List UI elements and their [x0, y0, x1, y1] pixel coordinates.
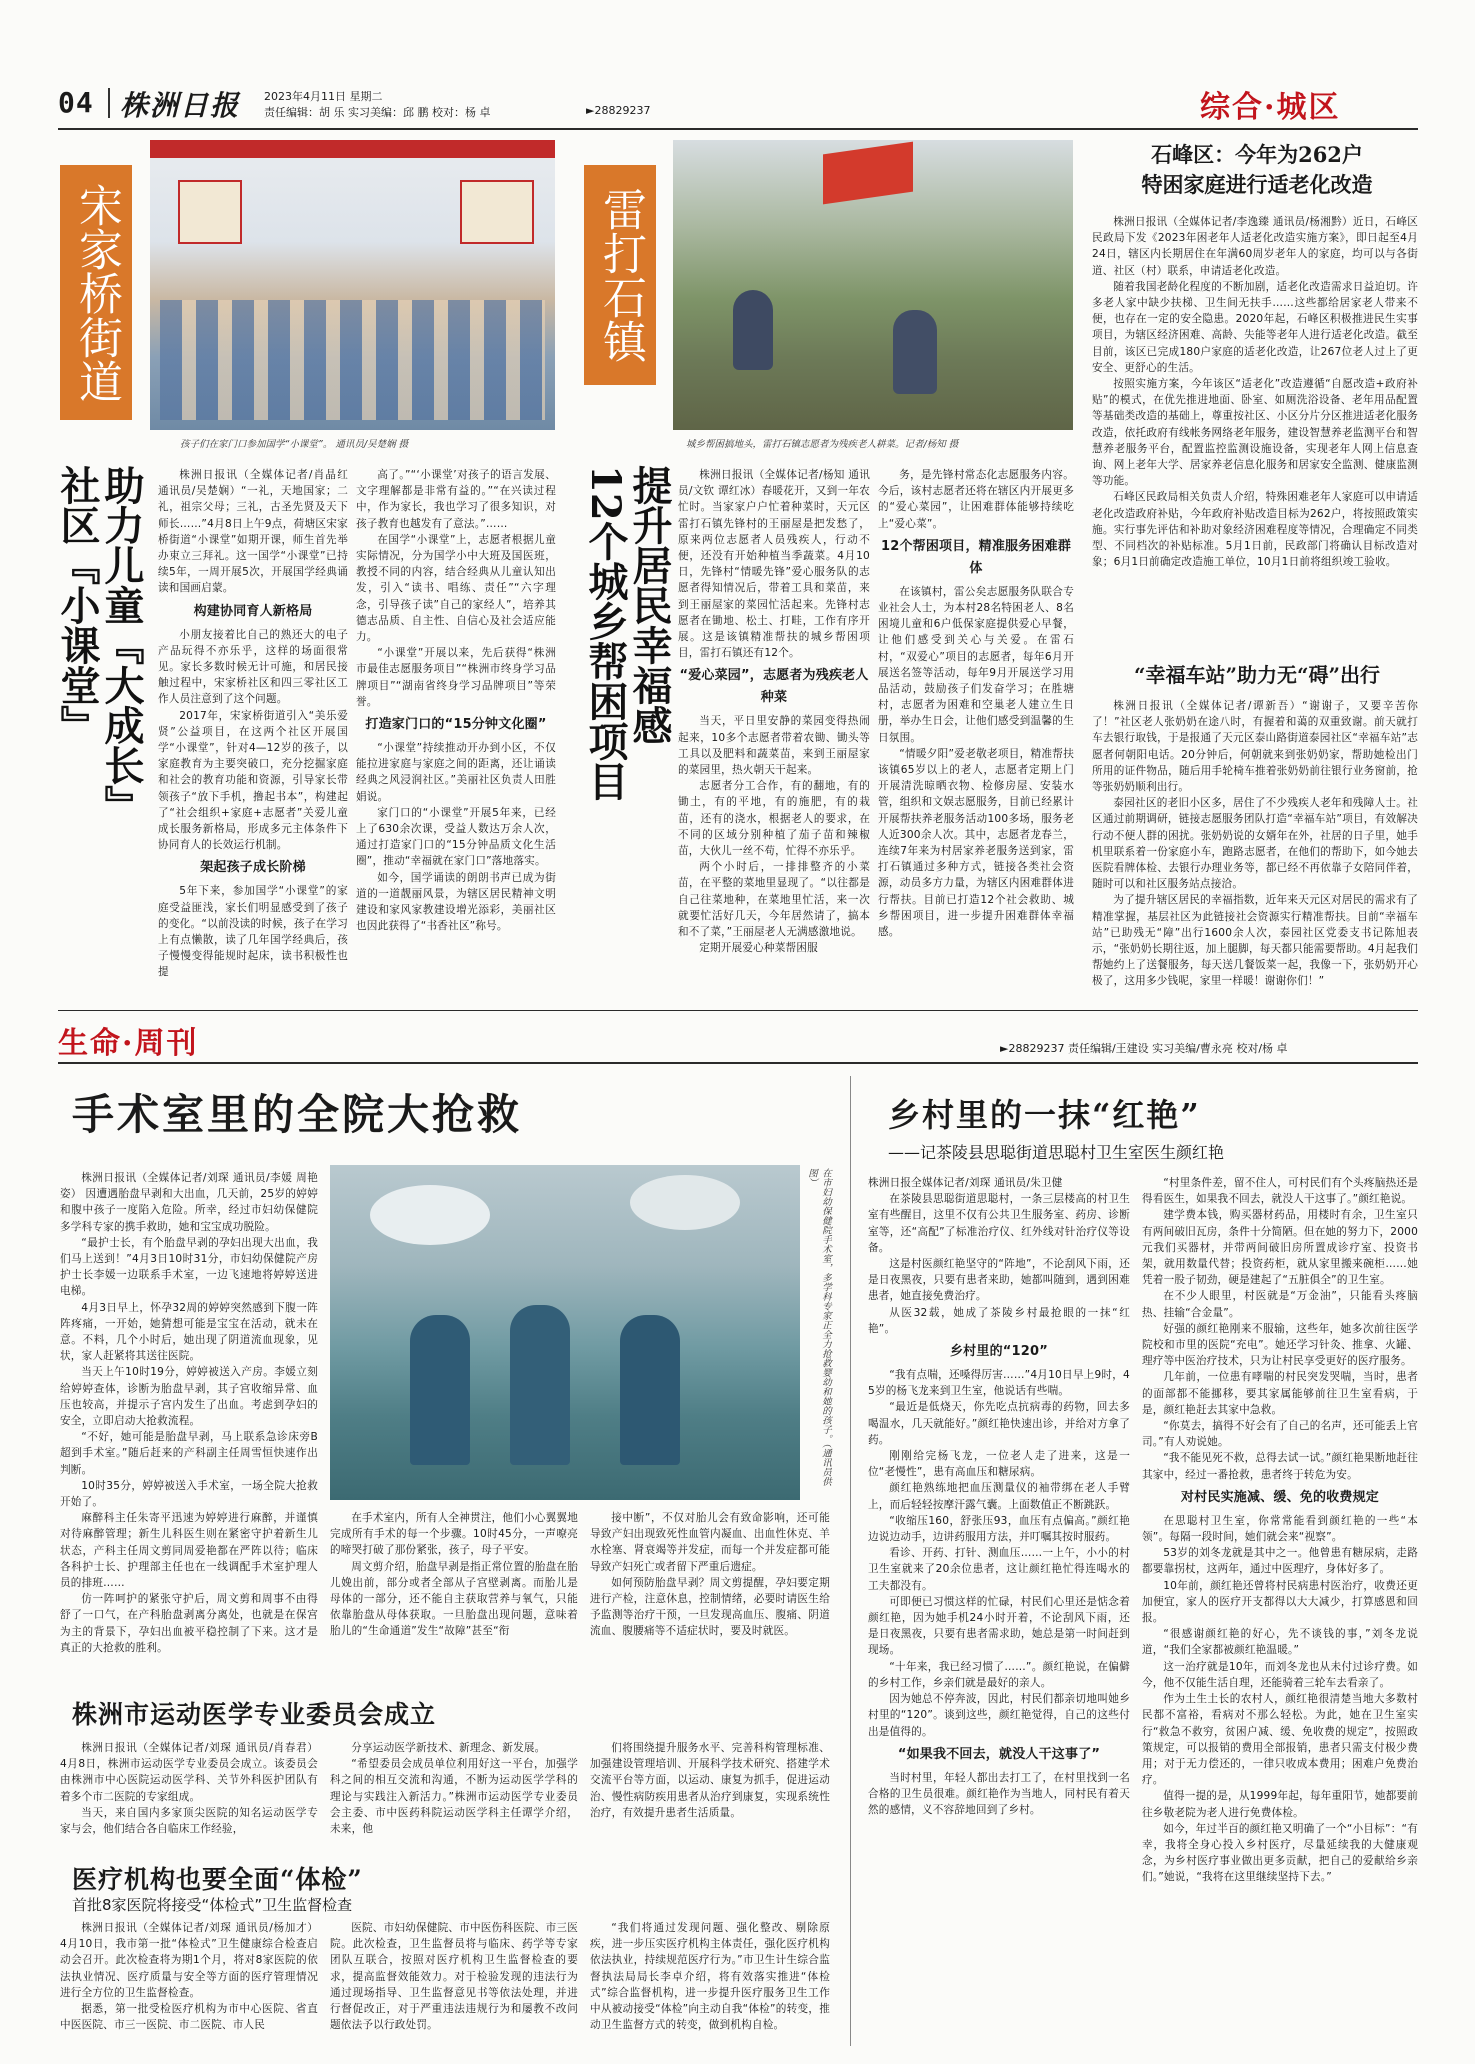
- leida-col1: [678, 467, 870, 1002]
- section-rule-bottom: [58, 1062, 1418, 1064]
- header-divider: [108, 88, 110, 118]
- paragraph: 小朋友接着比自己的熟还大的电子产品玩得不亦乐乎，这样的场面很常见。家长多数时候无计可施，和居民接触过程中，宋家桥社区和四三零社区工作人员注意到了这个问题。: [158, 628, 348, 706]
- xiangcun-headline: 乡村里的一抹“红艳”: [888, 1096, 1201, 1134]
- songjia-banner: 宋家桥街道: [60, 165, 132, 420]
- songjia-col1: [158, 467, 348, 1002]
- paragraph: “最近是低烧天，你先吃点抗病毒的药物，回去多喝温水，几天就能好。”颜红艳快速出诊，并给对方拿了药。: [868, 1401, 1130, 1446]
- paragraph: 从医32载，她成了茶陵乡村最抢眼的一抹“红艳”。: [868, 1306, 1130, 1335]
- paragraph: 看诊、开药、打针、测血压……一上午，小小的村卫生室就来了20余位患者，这让颜红艳忙得连喝水的工夫都没有。: [868, 1547, 1130, 1592]
- paragraph: “我们将通过发现问题、强化整改、剔除原疾，进一步压实医疗机构主体责任，强化医疗机构依法执业，持续规范医疗行为。”市卫生计生综合监督执法局局长李卓介绍，将有效落实推进“体检式”综合监督机构，进一步提升医疗服务卫生工作中从被动接受“体检”向主动自我“体检”的转变，推动卫生监督方式的转变，做到机构自检。: [590, 1922, 830, 2032]
- paragraph: 好强的颜红艳刚来不服输，这些年，她多次前往医学院校和市里的医院“充电”。她还学习针灸、推拿、火罐、理疗等中医治疗技术，只为让村民享受更好的医疗服务。: [1142, 1322, 1418, 1368]
- xiangcun-col1: [868, 1175, 1130, 2045]
- paragraph: 株洲日报讯（全媒体记者/刘琛 通讯员/杨加才） 4月10日，我市第一批“体检式”卫生健康综合检查启动会召开。此次检查将为期1个月，将对8家医院的依法执业情况、医疗质量与安全等方面的医疗管理情况进行全方位的卫生监督检查。: [60, 1922, 318, 1999]
- xiangcun-col2: [1142, 1175, 1418, 2045]
- leida-photo-caption: 城乡帮困搞地头，雷打石镇志愿者为残疾老人耕菜。记者/杨知 摄: [686, 439, 959, 450]
- paragraph: 几年前，一位患有哮喘的村民突发哭喘，当时，患者的面部都不能挪移，要其家属能够前往卫生室看病，于是，颜红艳赶去其家中急救。: [1142, 1371, 1418, 1416]
- paragraph: 刚刚给完杨飞龙，一位老人走了进来，这是一位“老慢性”，患有高血压和糖尿病。: [868, 1450, 1130, 1479]
- paragraph: 颜红艳熟练地把血压测量仪的袖带绑在老人手臂上，而后轻轻按摩汗露气囊。上面数值正不断跳跃。: [868, 1482, 1130, 1511]
- paragraph: 在思聪村卫生室，你常常能看到颜红艳的一些“本领”。每隔一段时间，她们就会来“视察”。: [1142, 1514, 1418, 1544]
- xingfu-body: [1092, 698, 1418, 1003]
- paragraph: 定期开展爱心种菜帮困服: [699, 942, 818, 955]
- paragraph: 株洲日报讯（全媒体记者/杨知 通讯员/文钦 谭红冰）春暖花开，又到一年农忙时。当家家户户忙着种菜时，天元区雷打石镇先锋村的王丽屋是把发愁了，原来两位志愿者人员残疾人，行动不便，还没有开始种植当季蔬菜。4月10日，先锋村“情暖先锋”爱心服务队的志愿者得知情况后，带着工具和菜苗，来到王丽屋家的菜园忙活起来。先锋村志愿者在锄地、松土、打畦，工作有序开展。这是该镇精准帮扶的城乡帮困项目，雷打石镇还有12个。: [678, 469, 870, 660]
- paragraph: 分享运动医学新技术、新理念、新发展。: [351, 1742, 546, 1754]
- paragraph: 作为土生土长的农村人，颜红艳很清楚当地大多数村民都不富裕，看病对不那么轻松。为此，她在卫生室实行“救急不救穷，贫困户减、缓、免收费的规定”，按照政策规定，可以报销的费用全部报销，患者只需支付极少费用；对于无力偿还的，一律只收成本费用；困难户免费治疗。: [1142, 1693, 1418, 1787]
- shoushu-col3: [590, 1510, 830, 1680]
- leida-headline-2: 12个城乡帮困项目: [582, 465, 629, 801]
- page-header: [58, 82, 1418, 126]
- paragraph: “小课堂”开展以来，先后获得“株洲市最佳志愿服务项目”“株洲市终身学习品牌项目”“湖南省终身学习品牌项目”等荣誉。: [356, 647, 556, 708]
- paragraph: 在手术室内，所有人全神贯注，他们小心翼翼地完成所有手术的每一个步骤。10时45分，一声嘹亮的啼哭打破了那份紧张，孩子，母子平安。: [330, 1512, 578, 1557]
- shifeng-headline-line2: 特困家庭进行适老化改造: [1141, 172, 1373, 197]
- paragraph: 两个小时后，一排排整齐的小菜苗，在平整的菜地里显现了。“以往都是自己往菜地种，在菜地里忙活，来一次就要忙活好几天，今年居然请了，搞本和不了菜，”王丽屋老人无满感激地说。: [678, 861, 870, 939]
- songjia-col2: [356, 467, 556, 1002]
- paragraph: 2017年，宋家桥街道引入“美乐爱贤”公益项目，在这两个社区开展国学“小课堂”，针对4—12岁的孩子，以家庭教育为主要突破口，充分挖掘家庭和社会的教育功能和资源，引导家长带领孩子“放下手机，撸起书本”，构建起了“社会组织+家庭+志愿者”关爱儿童成长服务新格局，形成多元主体条件下协同育人的长效运行机制。: [158, 709, 348, 852]
- subheading: 乡村里的“120”: [949, 1344, 1049, 1360]
- paragraph: 如今，国学诵读的朗朗书声已成为街道的一道靓丽风景，为辖区居民精神文明建设和家风家教建设增光添彩，美丽社区也因此获得了“书香社区”称号。: [356, 871, 556, 933]
- section-rule-top: [58, 1010, 1418, 1011]
- songjia-photo-caption: 孩子们在家门口参加国学“小课堂”。 通讯员/吴楚娴 摄: [180, 439, 409, 450]
- songjia-headline-2: 社区『小课堂』: [54, 465, 101, 745]
- paragraph: 当天上午10时19分，婷婷被送入产房。李媛立刻给婷婷查体，诊断为胎盘早剥，其子宫收缩异常、血压也较高，并提示子宫内发生了出血。考虑到孕妇的安全，立即启动大抢救流程。: [60, 1366, 318, 1428]
- songjia-headline-1: 助力儿童『大成长』: [98, 465, 145, 825]
- yiliao-subhead: 首批8家医院将接受“体检式”卫生监督检查: [72, 1896, 353, 1914]
- subheading: 12个帮困项目，精准服务困难群体: [880, 538, 1072, 576]
- paragraph: 周文剪介绍，胎盘早剥是指正常位置的胎盘在胎儿娩出前，部分或者全部从子宫壁剥离。而胎儿是母体的一部分，还不能自主获取营养与氧气，只能依靠胎盘从母体获取。一旦胎盘出现问题，意味着胎儿的“生命通道”发生“故障”甚至“衔: [330, 1560, 578, 1638]
- paragraph: “收缩压160，舒张压93，血压有点偏高。”颜红艳边说边动手，边讲药服用方法，并叮嘱其按时服药。: [868, 1514, 1130, 1544]
- yundong-col1: [60, 1740, 318, 1850]
- paragraph: 因为她总不停奔波，因此，村民们都亲切地叫她乡村里的“120”。谈到这些，颜红艳觉得，自己的这些付出是值得的。: [868, 1693, 1130, 1738]
- xingfu-headline: “幸福车站”助力无“碍”出行: [1133, 663, 1380, 687]
- paragraph: 在国学“小课堂”上，志愿者根据儿童实际情况，分为国学小中大班及国医班，教授不同的内容，结合经典从儿童认知出发，引入“读书、唱练、责任”“六字理念，引导孩子读”自己的家经人”，培养其德志品质、自主性、自信心及社会适应能力。: [356, 533, 556, 644]
- paragraph: 随着我国老龄化程度的不断加剧，适老化改造需求日益迫切。许多老人家中缺少扶梯、卫生间无扶手……这些都给居家老人带来不便，也存在一定的安全隐患。2020年起，石峰区积极推进民生实事项目，为辖区经济困难、高龄、失能等老年人进行适老化改造。截至目前，该区已完成180户家庭的适老化改造，让267位老人过上了更安全、更舒心的生活。: [1092, 280, 1418, 374]
- paragraph: 株洲日报讯（全媒体记者/肖晶红 通讯员/吴楚娴）“一礼，天地国家；二礼，祖宗父母；三礼，古圣先贤及天下师长……”4月8日上午9点，荷塘区宋家桥街道“小课堂”如期开课，师生首先举办束立三拜礼。这一国学“小课堂”已持续5年，一周开展5次，开展国学经典诵读和国画启蒙。: [158, 469, 348, 595]
- paragraph: 当天，来自国内多家顶尖医院的知名运动医学专家与会，他们结合各自临床工作经验，: [60, 1806, 318, 1836]
- paragraph: “情暖夕阳”爱老敬老项目，精准帮扶该镇65岁以上的老人，志愿者定期上门开展清洗晾晒衣物、检修房屋、安装水管，组织和文娱志愿服务，目前已经累计开展帮扶养老服务活动100多场，服务老人近300余人次。其中，志愿者龙春兰，连续7年来为村居家养老服务送到家，雷打石镇通过多种方式，链接各类社会资源，动员多方力量，为辖区内困难群体进行帮扶。目前已打造12个社会救助、城乡帮困项目，进一步提升困难群体幸福感。: [878, 747, 1074, 939]
- leida-banner: 雷打石镇: [584, 165, 656, 385]
- yiliao-col2: [330, 1920, 578, 2042]
- paragraph: 值得一提的是，从1999年起，每年重阳节，她都要前往乡敬老院为老人进行免费体检。: [1142, 1790, 1418, 1819]
- paragraph: 当时村里，年轻人都出去打工了，在村里找到一名合格的卫生员很难。颜红艳作为当地人，同村民有着天然的感情，义不容辞地回到了乡村。: [868, 1771, 1130, 1817]
- date-line: 2023年4月11日 星期二: [264, 90, 383, 103]
- subheading: “爱心菜园”，志愿者为残疾老人种菜: [679, 668, 869, 706]
- paragraph: 在该镇村，雷公矣志愿服务队联合专业社会人士，为本村28名特困老人、8名困境儿童和6户低保家庭提供爱心早餐，让他们感受到关心与关爱。在雷石村，“双爱心”项目的志愿者，每年6月开展送名签等活动，每年9月开展送学习用品活动，鼓励孩子们发奋学习；在胜塘村，志愿者为困难和空巢老人建立生日册，举办生日会，让他们感受到温馨的生日氛围。: [878, 585, 1074, 744]
- paragraph: 们将围绕提升服务水平、完善科构管理标准、加强建设管理培训、开展科学技术研究、搭建学术交流平台等方面，以运动、康复为抓手，促进运动治、慢性病防疾用患者从治疗到康复，实现系统性治疗，有效提升患者生活质量。: [590, 1742, 830, 1819]
- yiliao-col3: [590, 1920, 830, 2042]
- shoushu-photo-caption: 在市妇幼保健院手术室，多学科专家正全力抢救婴幼和她的孩子。（通讯员供图）: [806, 1168, 831, 1487]
- paragraph: “你莫去，搞得不好会有了自己的名声，还可能丢上官司。”有人劝说她。: [1142, 1420, 1418, 1449]
- shoushu-headline: 手术室里的全院大抢救: [72, 1090, 523, 1139]
- section-title: 综合·城区: [1200, 90, 1341, 125]
- paragraph: 株洲日报讯（全媒体记者/谭新吾）“谢谢子，又要辛苦你了！”社区老人张奶奶在途八时，有握着和蔼的双重致谢。前天就打车去银行取钱，于是报通了天元区泰山路街道泰园社区“幸福车站”志愿者何朝阳电话。20分钟后，何朝就来到张奶奶家，帮助她检出门所用的证件物品，随后用手轮椅车推着张奶奶前往银行业务窗前，抢等张奶奶顺利出行。: [1092, 700, 1418, 794]
- paragraph: “十年来，我已经习惯了……”。颜红艳说，在偏僻的乡村工作，乡亲们就是最好的亲人。: [868, 1660, 1130, 1689]
- paragraph: 4月3日早上，怀孕32周的婷婷突然感到下腹一阵阵疼痛，一开始，她猜想可能是宝宝在活动，就未在意。不料，几个小时后，她出现了阴道流血现象，见状，家人赶紧将其送往医院。: [60, 1301, 318, 1363]
- column-divider: [850, 1076, 851, 2046]
- paragraph: 可即便已习惯这样的忙碌，村民们心里还是惦念着颜红艳，因为她手机24小时开着，不论刮风下雨，还是日夜黑夜，只要有患者需求助，她总是第一时间赶到现场。: [868, 1595, 1130, 1657]
- paragraph: “我不能见死不救，总得去试一试。”颜红艳果断地赶往其家中，经过一番抢救，患者终于转危为安。: [1142, 1452, 1418, 1481]
- paragraph: “希望委员会成员单位利用好这一平台，加强学科之间的相互交流和沟通，不断为运动医学学科的理论与实践注入新活力。”株洲市运动医学专业委员会主委、市中医药科院运动医学科主任谭学介绍，未来，他: [330, 1758, 578, 1836]
- paragraph: 为了提升辖区居民的幸福指数，近年来天元区对居民的需求有了精准掌握，基层社区为此链接社会资源实行精准帮扶。目前“幸福车站”已助残无“障”出行1600余人次，泰园社区党委支书记陈旭表示，“张奶奶长期往返，加上腿脚，每天都只能需要帮助。4月起我们帮她约上了送餐服务，每天送几餐饭菜一起，我像一下，张奶奶开心极了，这用多少钱呢，家里一样暖！谢谢你们！”: [1092, 894, 1418, 988]
- shifeng-headline: [1092, 140, 1422, 200]
- shengming-hotline: ►28829237 责任编辑/王建设 实习美编/曹永亮 校对/杨 卓: [1000, 1042, 1288, 1055]
- leida-headline-1: 提升居民幸福感: [626, 465, 673, 745]
- paragraph: 5年下来，参加国学“小课堂”的家庭受益匪浅，家长们明显感受到了孩子的变化。“以前没读的时候，孩子在学习上有点懒散，读了几年国学经典后，孩子慢慢变得能规时起床，读书积极性也提: [158, 885, 348, 979]
- page-number: 04: [58, 86, 94, 119]
- paragraph: 株洲日报讯（全媒体记者/刘琛 通讯员/李媛 周艳姿） 因遭遇胎盘早剥和大出血，几天前，25岁的婷婷和腹中孩子一度陷入危险。所幸，经过市妇幼保健院多学科专家的携手救助，她和宝宝成功脱险。: [60, 1172, 318, 1233]
- paragraph: “不好，她可能是胎盘早剥，马上联系急诊床旁B超到手术室。”随后赶来的产科副主任周雪恒快速作出判断。: [60, 1431, 318, 1476]
- paragraph: 53岁的刘冬龙就是其中之一。他曾患有糖尿病，走路都要靠拐杖，这两年，通过中医理疗，身体好多了。: [1142, 1547, 1418, 1576]
- paragraph: 这一治疗就是10年，而刘冬龙也从未付过诊疗费。如今，他不仅能生活自理，还能骑着三轮车去看亲了。: [1142, 1660, 1418, 1689]
- leida-col2: [878, 467, 1074, 1002]
- paragraph: 接中断”，不仅对胎儿会有致命影响，还可能导致产妇出现致死性血管内凝血、出血性休克、羊水栓塞、肾衰竭等并发症，而每一个并发症都可能导致产妇死亡或者留下严重后遗症。: [590, 1512, 830, 1573]
- paragraph: “很感谢颜红艳的好心，先不谈钱的事，”刘冬龙说道，“我们全家都被颜红艳温暖。”: [1142, 1628, 1418, 1657]
- shengming-section-title: 生命·周刊: [58, 1026, 199, 1061]
- paragraph: 10年前，颜红艳还曾将村民病患村医治疗，收费还更加便宜，家人的医疗开支都得以大大减少，打算感恩和回报。: [1142, 1579, 1418, 1625]
- paragraph: 石峰区民政局相关负责人介绍，特殊困难老年人家庭可以申请适老化改造政府补贴，今年政府补贴改造目标为262户，将按照政策实施。实行事先评估和补助对象经济困难程度等情况，合理确定不同类型、不同档次的补贴标准。5月1日前，民政部门将确认目标改造对象；6月1日前确定改造施工单位，10月1日前将组织竣工验收。: [1092, 491, 1418, 569]
- paragraph: 在茶陵县思聪街道思聪村，一条三层楼高的村卫生室有些醒目，这里不仅有公共卫生服务室、药房、诊断室等，还“高配”了标准治疗仪、红外线对针治疗仪等设备。: [868, 1193, 1130, 1254]
- paragraph: 如何预防胎盘早剥？周文剪提醒，孕妇要定期进行产检，注意休息，控制情绪，必要时请医生给予监测等治疗干预，一旦发现高血压、腹痛、阴道流血、腹腰痛等不适症状时，要及时就医。: [590, 1576, 830, 1638]
- subheading: 架起孩子成长阶梯: [200, 860, 306, 876]
- paragraph: 麻醉科主任朱寄平迅速为婷婷进行麻醉，并谨慎对待麻醉管理；新生儿科医生则在紧密守护着新生儿状态，产科主任周文剪同周爱艳都在严阵以待；临床各科护士长、护理部主任也在一线调配手术室护理人员的排班……: [60, 1512, 318, 1590]
- subheading: 打造家门口的“15分钟文化圈”: [365, 717, 547, 733]
- paragraph: 株洲日报讯（全媒体记者/李逸臻 通讯员/杨湘黔）近日，石峰区民政局下发《2023年困老年人适老化改造实施方案》，即日起至4月24日，辖区内长期居住在年满60周岁老年人的家庭，均可以与各街道、社区（村）联系，申请适老化改造。: [1092, 216, 1418, 277]
- paragraph: 建学费本钱，购买器材药品，用楼时有余，卫生室只有两间破旧瓦房，条件十分简陋。但在她的努力下，2000元我们买器材，并带两间破旧房所置成诊疗室、投资书架，就用数量代替；投资药柜，就从家里搬来碗柜……她凭着一股子韧劲，硬是建起了“五脏俱全”的卫生室。: [1142, 1209, 1418, 1287]
- subheading: 构建协同育人新格局: [193, 603, 313, 619]
- paragraph: 当天，平日里安静的菜园变得热闹起来，10多个志愿者带着农锄、锄头等工具以及肥料和蔬菜苗，来到王丽屋家的菜园里，热火朝天干起来。: [678, 715, 870, 777]
- yiliao-col1: [60, 1920, 318, 2042]
- masthead-logo: 株洲日报: [120, 89, 241, 122]
- paragraph: 株洲日报讯（全媒体记者/刘琛 通讯员/肖春君） 4月8日，株洲市运动医学专业委员会成立。该委员会由株洲市中心医院运动医学科、关节外科医护团队有着多个市二医院的专家组成。: [60, 1742, 318, 1803]
- paragraph: 据悉，第一批受检医疗机构为市中心医院、省直中医医院、市三一医院、市二医院、市人民: [60, 2003, 318, 2032]
- yundong-col2: [330, 1740, 578, 1850]
- paragraph: 10时35分，婷婷被送入手术室，一场全院大抢救开始了。: [60, 1479, 318, 1509]
- paragraph: “最护士长，有个胎盘早剥的孕妇出现大出血，我们马上送到！”4月3日10时31分，市妇幼保健院产房护士长李媛一边联系手术室，一边飞速地将婷婷送进电梯。: [60, 1236, 318, 1298]
- byline: 株洲日报全媒体记者/刘琛 通讯员/朱卫健: [868, 1177, 1063, 1189]
- shoushu-col2: [330, 1510, 578, 1680]
- paragraph: 在不少人眼里，村医就是“万金油”，只能看头疼脑热、挂输“合金量”。: [1142, 1290, 1418, 1319]
- shoushu-photo: [330, 1165, 800, 1500]
- xiangcun-subhead: ——记茶陵县思聪街道思聪村卫生室医生颜红艳: [888, 1143, 1225, 1162]
- editor-line: 责任编辑：胡 乐 实习美编：邱 鹏 校对：杨 卓: [264, 106, 491, 119]
- yundong-col3: [590, 1740, 830, 1850]
- paragraph: 泰园社区的老旧小区多，居住了不少残疾人老年和残障人士。社区通过前期调研，链接志愿服务团队打造“幸福车站”项目，有效解决行动不便人群的困扰。张奶奶说的女婿年在外，社居的日子里，她手机里联系着一份家庭小车，跑路志愿者，在他们的帮助下，如今她去医院看牌体检、去银行办理业务等，都已经不再依靠子女陪同伴着，随时可以和社区服务站点接洽。: [1092, 797, 1418, 891]
- hotline: ►28829237: [586, 104, 651, 117]
- shifeng-body: [1092, 214, 1418, 634]
- subheading: 对村民实施减、缓、免的收费规定: [1180, 1489, 1379, 1505]
- paragraph: “村里条件差，留不住人，可村民们有个头疼脑热还是得看医生，如果我不回去，就没人干这事了。”颜红艳说。: [1142, 1177, 1418, 1206]
- paragraph: 高了。”“‘小课堂’对孩子的语言发展、文字理解都是非常有益的。”“在兴读过程中，作为家长，我也学习了很多知识，对孩子教育也越发有了意法。”……: [356, 469, 556, 530]
- yiliao-headline: 医疗机构也要全面“体检”: [72, 1865, 363, 1894]
- paragraph: “小课堂”持续推动开办到小区，不仅能拉进家庭与家庭之间的距离，还让诵读经典之风浸润社区。”美丽社区负责人田胜娟说。: [356, 742, 556, 803]
- paragraph: “我有点喘，还嗓得厉害……”4月10日早上9时，45岁的杨飞龙来到卫生室，他说话有些喘。: [868, 1369, 1130, 1398]
- paragraph: 志愿者分工合作，有的翻地，有的锄土，有的平地，有的施肥，有的栽苗，还有的浇水，根据老人的要求，在不同的区域分别种植了茄子苗和辣椒苗，大伙儿一丝不苟，忙得不亦乐乎。: [678, 780, 870, 858]
- paragraph: 这是村医颜红艳坚守的“阵地”，不论刮风下雨，还是日夜黑夜，只要有患者来助，她都叫随到，遇到困难患者，她直接免费治疗。: [868, 1258, 1130, 1303]
- leida-photo: [673, 140, 1073, 430]
- paragraph: 务，是先锋村常态化志愿服务内容。今后，该村志愿者还将在辖区内开展更多的“爱心菜园”，让困难群体能够持续吃上“爱心菜”。: [878, 469, 1074, 530]
- paragraph: 家门口的“小课堂”开展5年来，已经上了630余次课，受益人数达万余人次，通过打造家门口的“15分钟品质文化生活圈”，推动“幸福就在家门口”落地落实。: [356, 806, 556, 868]
- subheading: “如果我不回去，就没人干这事了”: [897, 1746, 1101, 1762]
- paragraph: 仿一阵呵护的紧张守护后，周文剪和周事不由得舒了一口气，在产科胎盘剥离分离处，也就是在保宫为主的背景下，孕妇出血被平稳控制了下来。这才是真正的大抢救的胜利。: [60, 1593, 318, 1654]
- header-rule: [58, 128, 1418, 130]
- paragraph: 如今，年过半百的颜红艳又明确了一个“小目标”：“有幸，我将全身心投入乡村医疗，尽量延续我的大健康观念，为乡村医疗事业做出更多贡献，把自己的爱献给乡亲们。”她说，“我将在这里继续坚持下去。”: [1142, 1822, 1418, 1884]
- paragraph: 按照实施方案，今年该区“适老化”改造遵循“自愿改造+政府补贴”的模式，在优先推进地面、卧室、如厕洗浴设备、老年用品配置等基础类改造的基础上，尊重按社区、小区分片分区推进适老化服务改造，依托政府有线帐务网络老年服务，建设智慧养老监测平台和智慧养老服务平台，配置监控监测设施设备，实现老年人网上信息查询、网上老年大学、居家养老信息化服务和居家安全监测、健康监测等功能。: [1092, 378, 1418, 488]
- paragraph: 医院、市妇幼保健院、市中医伤科医院、市三医院。此次检查，卫生监督员将与临床、药学等专家团队互联合，按照对医疗机构卫生监督检查的要求，提高监督效能效力。对于检验发现的违法行为通过现场指导、卫生监督意见书等依法处理，并进行督促改正，对于严重违法违规行为和屡教不改问题依法予以行政处罚。: [330, 1922, 578, 2032]
- shoushu-col1: [60, 1170, 318, 1680]
- shifeng-headline-line1: 石峰区：今年为262户: [1151, 142, 1363, 167]
- songjia-photo: [150, 140, 555, 430]
- yundong-headline: 株洲市运动医学专业委员会成立: [72, 1700, 437, 1729]
